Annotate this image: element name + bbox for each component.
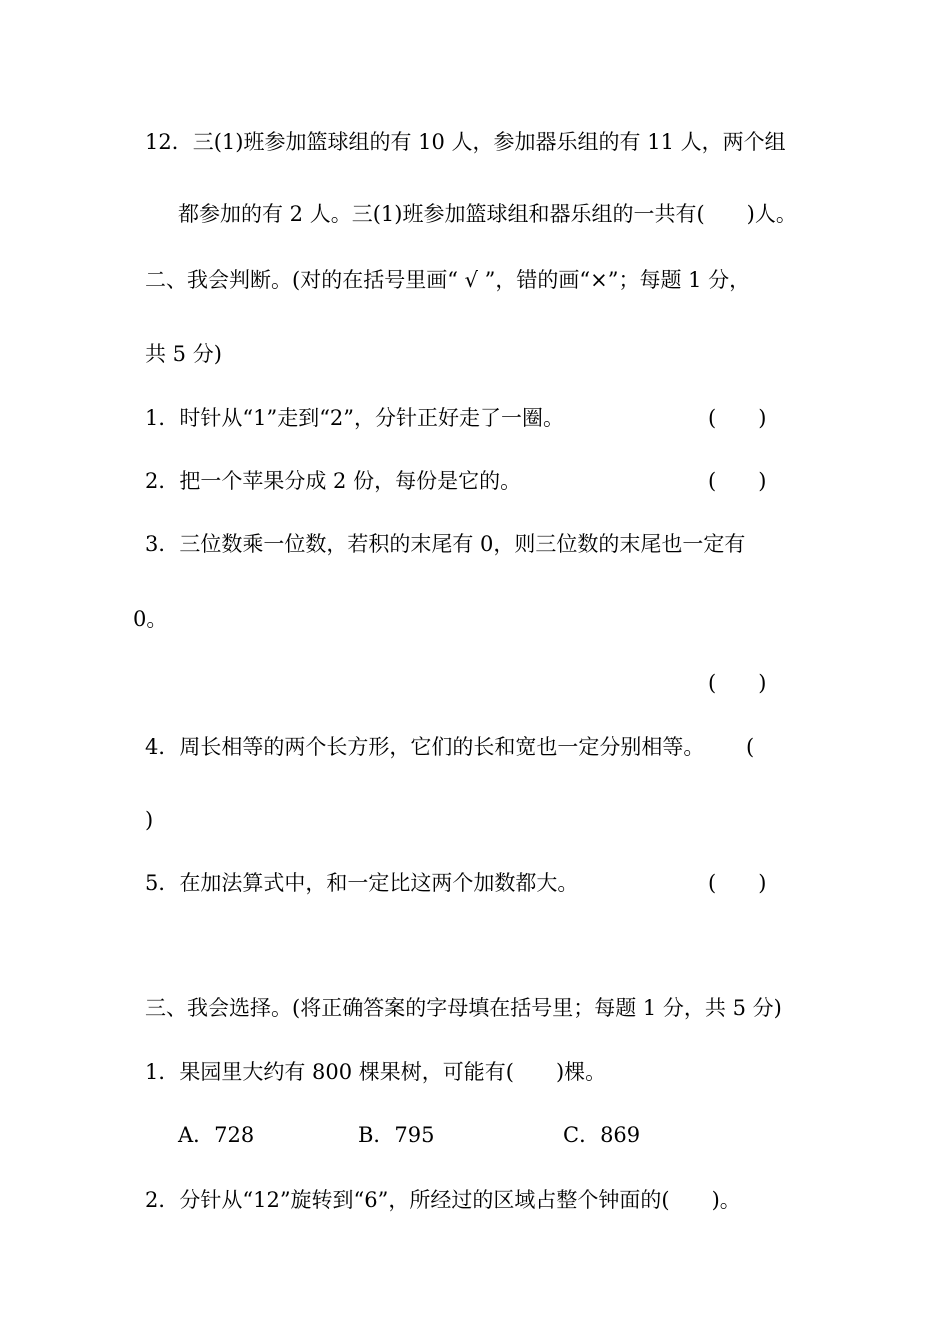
judge-item-2: 2．把一个苹果分成 2 份，每份是它的。 (145, 469, 522, 493)
judge-item-1: 1．时针从“1”走到“2”，分针正好走了一圈。 (145, 406, 565, 430)
choice-option-c[interactable]: C．869 (563, 1123, 641, 1147)
question-12-line-1: 12．三(1)班参加篮球组的有 10 人，参加器乐组的有 11 人，两个组 (145, 130, 786, 154)
question-12-line-2: 都参加的有 2 人。三(1)班参加篮球组和器乐组的一共有( )人。 (178, 202, 797, 226)
choice-option-b[interactable]: B．795 (358, 1123, 435, 1147)
judge-item-3-line-1: 3．三位数乘一位数，若积的末尾有 0，则三位数的末尾也一定有 (145, 532, 746, 556)
judge-item-4: 4．周长相等的两个长方形，它们的长和宽也一定分别相等。 (145, 735, 705, 759)
section-3-heading: 三、我会选择。(将正确答案的字母填在括号里；每题 1 分，共 5 分) (145, 996, 782, 1020)
judge-item-3-line-2: 0。 (133, 607, 168, 631)
judge-item-4-paren-open[interactable]: ( (746, 735, 755, 759)
judge-item-5: 5．在加法算式中，和一定比这两个加数都大。 (145, 871, 579, 895)
judge-item-2-answer-paren[interactable]: ( ) (708, 469, 767, 493)
judge-item-5-answer-paren[interactable]: ( ) (708, 871, 767, 895)
section-2-heading-line-2: 共 5 分) (145, 342, 222, 366)
judge-item-1-answer-paren[interactable]: ( ) (708, 406, 767, 430)
choice-option-a[interactable]: A．728 (178, 1123, 255, 1147)
judge-item-3-answer-paren[interactable]: ( ) (708, 671, 767, 695)
choice-question-1: 1．果园里大约有 800 棵果树，可能有( )棵。 (145, 1060, 607, 1084)
judge-item-4-paren-close[interactable]: ) (145, 808, 154, 832)
choice-question-2: 2．分针从“12”旋转到“6”，所经过的区域占整个钟面的( )。 (145, 1188, 741, 1212)
section-2-heading-line-1: 二、我会判断。(对的在括号里画“ √ ”，错的画“×”；每题 1 分， (145, 268, 751, 292)
